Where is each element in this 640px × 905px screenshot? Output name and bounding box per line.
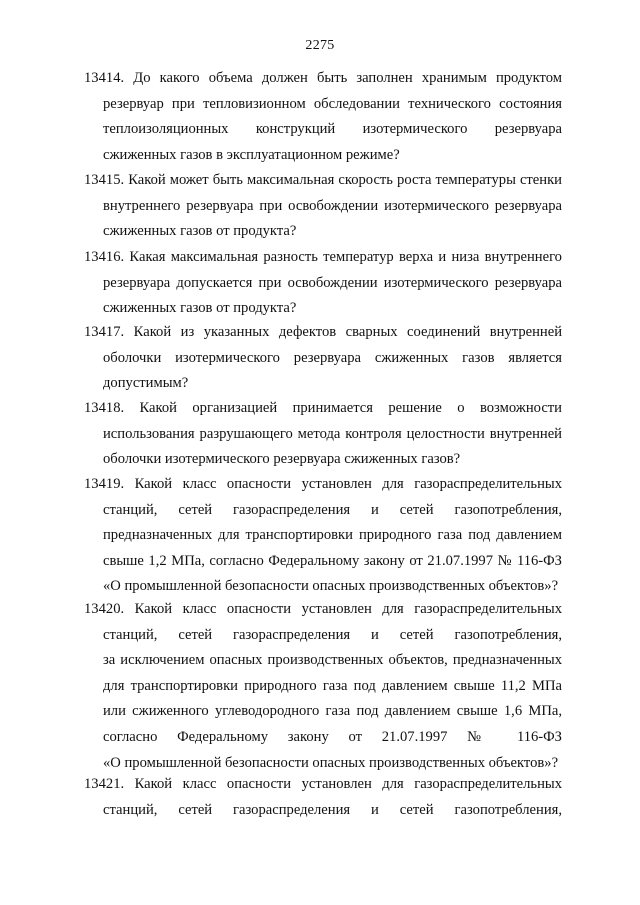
question-line: оболочки изотермического резервуара сжиженных газов является [103,349,562,366]
question-line [84,245,562,271]
question-text: Какой класс опасности установлен для газораспределительных [134,776,562,792]
question-line: резервуар при тепловизионном обследовании технического состояния [103,95,562,112]
question-line: внутреннего резервуара при освобождении изотермического резервуара [103,197,562,214]
question-line [84,66,562,92]
question-text: До какого объема должен быть заполнен хранимым продуктом [133,70,562,86]
question-13418 [84,396,562,473]
page-number: 2275 [305,38,335,53]
question-number: 13421. [84,776,125,792]
question-line: станций, сетей газораспределения и сетей газопотребления, [103,626,562,643]
question-line [84,396,562,422]
question-number: 13416. [84,249,125,265]
question-number: 13417. [84,324,125,340]
question-number: 13419. [84,476,125,492]
question-text: Какой организацией принимается решение о возможности [139,400,562,416]
question-line: станций, сетей газораспределения и сетей газопотребления, [103,801,562,818]
question-line: сжиженных газов в эксплуатационном режиме? [103,146,400,163]
question-line: «О промышленной безопасности опасных производственных объектов»? [103,578,559,595]
question-text: Какой класс опасности установлен для газораспределительных [134,476,562,492]
question-13414 [84,66,562,168]
question-line [84,320,562,346]
question-line [84,597,562,623]
question-number: 13415. [84,172,125,188]
question-line: резервуара допускается при освобождении изотермического резервуара [103,274,562,291]
question-line: или сжиженного углеводородного газа под давлением свыше 1,6 МПа, [103,703,562,720]
question-number: 13418. [84,400,125,416]
question-line: «О промышленной безопасности опасных производственных объектов»? [103,754,559,771]
question-line [84,168,562,194]
question-number: 13414. [84,70,125,86]
question-13420 [84,597,562,776]
question-13419 [84,472,562,600]
question-line: использования разрушающего метода контроля целостности внутренней [103,425,562,442]
question-line: свыше 1,2 МПа, согласно Федеральному закону от 21.07.1997 № 116-ФЗ [103,552,562,569]
question-13417 [84,320,562,397]
question-line: согласно Федеральному закону от 21.07.1997 № 116-ФЗ [103,728,562,745]
question-line: оболочки изотермического резервуара сжиженных газов? [103,451,461,468]
question-line: теплоизоляционных конструкций изотермического резервуара [103,121,562,138]
question-line: сжиженных газов от продукта? [103,300,297,317]
question-line [84,772,562,798]
question-line: допустимым? [103,375,189,392]
question-13416 [84,245,562,322]
question-line: для транспортировки природного газа под давлением свыше 11,2 МПа [103,677,562,694]
question-13415 [84,168,562,245]
question-13421 [84,772,562,823]
question-line [84,472,562,498]
question-line: за исключением опасных производственных объектов, предназначенных [103,652,562,669]
question-text: Какой класс опасности установлен для газораспределительных [134,601,562,617]
question-line: предназначенных для транспортировки природного газа под давлением [103,527,562,544]
question-line: станций, сетей газораспределения и сетей газопотребления, [103,501,562,518]
question-text: Какая максимальная разность температур верха и низа внутреннего [129,249,562,265]
question-number: 13420. [84,601,125,617]
question-line: сжиженных газов от продукта? [103,223,297,240]
question-text: Какой может быть максимальная скорость роста температуры стенки [128,172,562,188]
question-text: Какой из указанных дефектов сварных соединений внутренней [133,324,563,340]
